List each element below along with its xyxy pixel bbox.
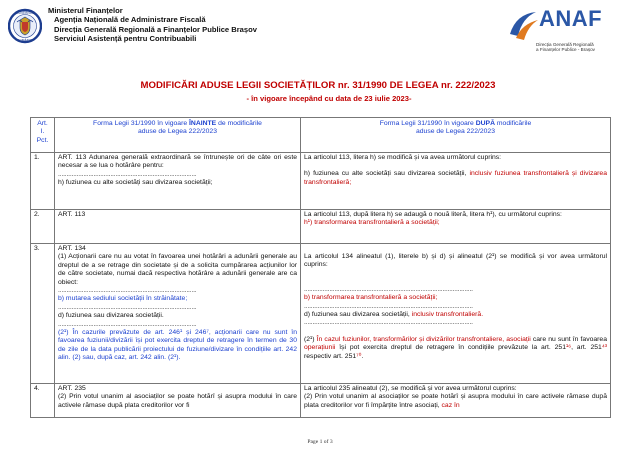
row-before-text: ART. 113 xyxy=(55,210,301,244)
table-row xyxy=(31,384,611,418)
anaf-sub-line: a Finanțelor Publice - Brașov xyxy=(536,47,595,53)
row-number: 3. xyxy=(31,244,55,384)
table-row xyxy=(31,153,611,210)
institution-line: Serviciul Asistență pentru Contribuabili xyxy=(54,34,197,44)
row-number: 1. xyxy=(31,153,55,210)
row-before-text: ART. 113 Adunarea generală extraordinară se întrunește ori de câte ori este necesar a se lua o hotărâre pentru: .................................................................................. h) fuziunea cu alte societăți sau divizarea societății; xyxy=(55,153,301,210)
table-row xyxy=(31,210,611,244)
row-after-text: La articolul 134 alineatul (1), literele b) și d) și alineatul (2¹) se modifică și vor avea următorul cuprins: .................................................................................................... b) transformarea transfrontalieră a societății; .................................................................................................... d) fuziunea sau divizarea societății, inclusiv transfrontalieră. .................................................................................................... (2¹) În cazul fuziunilor, transformărilor și divizărilor transfrontaliere, asociații care nu sunt în favoarea operațiunii își pot exercita dreptul de retragere în condițiile prevăzute la art. 251¹⁶, art. 251⁴³ respectiv art. 251⁷⁰. xyxy=(301,244,611,384)
institution-line: Agenția Națională de Administrare Fiscală xyxy=(54,15,206,25)
row-after-text: La articolul 235 alineatul (2), se modifică și vor avea următorul cuprins: (2) Prin votul unanim al asociaților se poate hotărî și asupra modului în care activele rămase după plata creditorilor vor fi împărțite între asociați, caz în xyxy=(301,384,611,418)
row-before-text: ART. 134 (1) Acționarii care nu au votat în favoarea unei hotărâri a adunării generale au dreptul de a se retrage din societate și de a solicita cumpărarea acțiunilor lor de către societate, numai dacă respectiva hotărâre a adunării generale are ca obiect: .................................................................................. b) mutarea sediului societății în străinătate; .................................................................................. d) fuziunea sau divizarea societății. .................................................................................. (2¹) În cazurile prevăzute de art. 246¹ și 246⁷, acționarii care nu sunt în favoarea fuziunii/divizării își pot exercita dreptul de retragere în termen de 30 de zile de la data publicării proiectului de fuziune/divizare în condițiile art. 242 alin. (2) sau, după caz, art. 242 alin. (2¹). xyxy=(55,244,301,384)
document-subtitle: - în vigoare începând cu data de 23 iulie 2023- xyxy=(246,94,412,103)
header-after: Forma Legii 31/1990 în vigoare DUPĂ modificările aduse de Legea 222/2023 xyxy=(301,118,611,153)
header-before: Forma Legii 31/1990 în vigoare ÎNAINTE de modificările aduse de Legea 222/2023 xyxy=(55,118,301,153)
anaf-logo-subtitle xyxy=(536,42,595,53)
institution-lines xyxy=(48,6,257,44)
page-footer: Page 1 of 3 xyxy=(307,439,333,445)
table-row xyxy=(31,244,611,384)
table-header-row xyxy=(31,118,611,153)
government-crest-icon xyxy=(8,8,42,44)
header-article-number: Art. I. Pct. xyxy=(31,118,55,153)
institution-line: Direcția Generală Regională a Finanțelor Publice Brașov xyxy=(54,24,257,34)
anaf-sub-line: Direcția Generală Regională xyxy=(536,42,594,47)
row-after-text: La articolul 113, litera h) se modifică și va avea următorul cuprins: h) fuziunea cu alte societăți sau divizarea societății, inclusiv fuziunea transfrontalieră și divizarea transfrontalieră; xyxy=(301,153,611,210)
anaf-logo xyxy=(506,6,636,66)
row-before-text: ART. 235 (2) Prin votul unanim al asociaților se poate hotărî și asupra modului în care activele rămase după plata creditorilor vor fi xyxy=(55,384,301,418)
row-number: 2. xyxy=(31,210,55,244)
anaf-logo-text: ANAF xyxy=(539,6,603,31)
anaf-swoosh-icon xyxy=(506,8,540,42)
row-number: 4. xyxy=(31,384,55,418)
document-header xyxy=(0,0,640,78)
comparison-table xyxy=(30,117,611,418)
crest-text-top: GUVERNUL xyxy=(16,11,34,15)
document-title: MODIFICĂRI ADUSE LEGII SOCIETĂȚILOR nr. 31/1990 DE LEGEA nr. 222/2023 xyxy=(140,80,496,91)
document-title-block xyxy=(0,80,640,103)
crest-text-bottom: ROMÂNIEI xyxy=(17,38,33,43)
institution-line: Ministerul Finanțelor xyxy=(48,6,123,15)
row-after-text: La articolul 113, după litera h) se adaugă o nouă literă, litera h¹), cu următorul cuprins: h¹) transformarea transfrontalieră a societății; xyxy=(301,210,611,244)
